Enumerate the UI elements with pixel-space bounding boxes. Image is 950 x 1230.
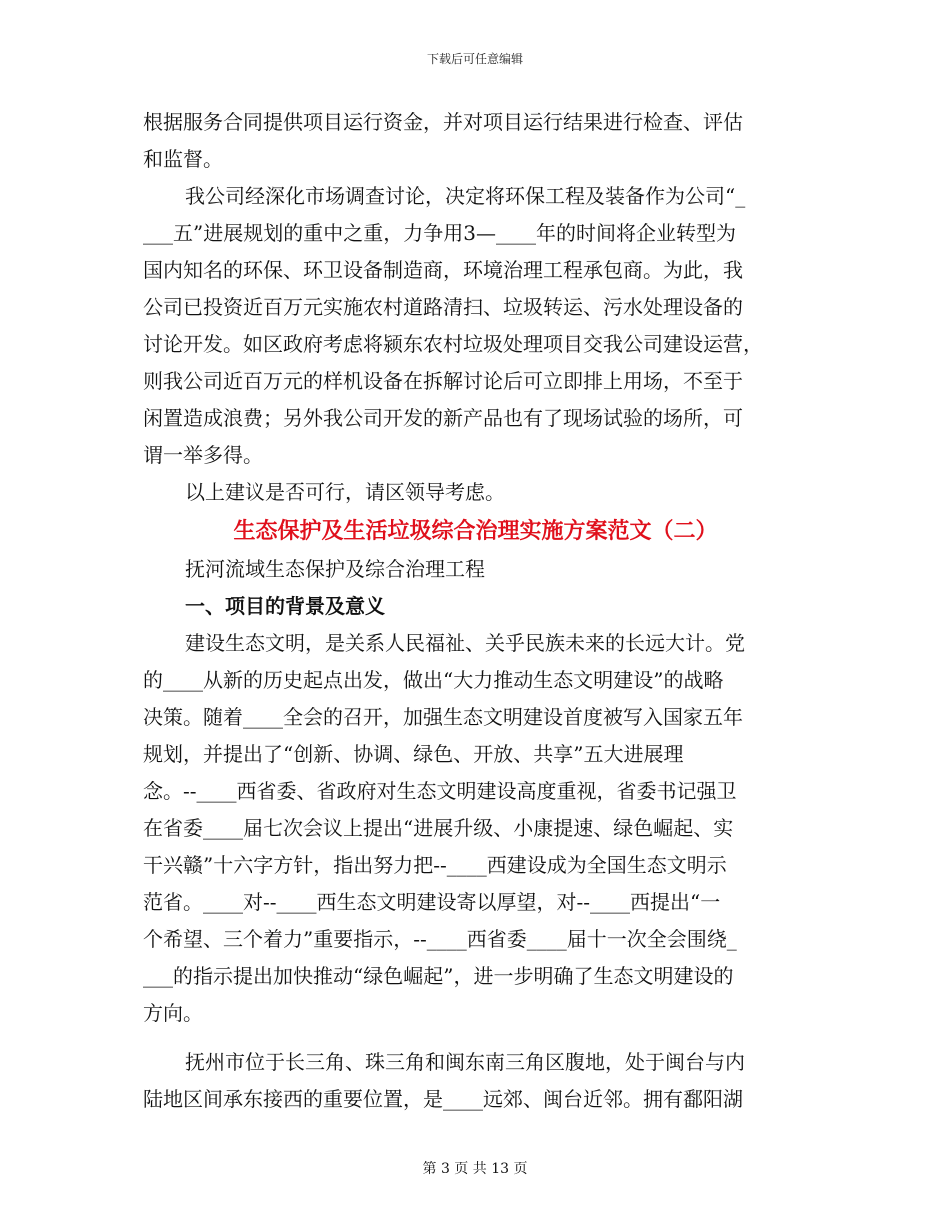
paragraph-spacer bbox=[143, 1032, 808, 1044]
text-line: 我公司经深化市场调查讨论，决定将环保工程及装备作为公司“_ bbox=[185, 184, 746, 208]
text-line: 以上建议是否可行，请区领导考虑。 bbox=[185, 480, 505, 504]
text-line: 抚州市位于长三角、珠三角和闽东南三角区腹地，处于闽台与内 bbox=[185, 1050, 745, 1074]
text-line: 建设生态文明，是关系人民福祉、关乎民族未来的长远大计。党 bbox=[185, 631, 745, 655]
text-line: 闲置造成浪费；另外我公司开发的新产品也有了现场试验的场所，可 bbox=[143, 406, 743, 430]
text-line: 个希望、三个着力”重要指示，--____西省委____届十一次全会围绕_ bbox=[143, 927, 737, 951]
text-line: 则我公司近百万元的样机设备在拆解讨论后可立即排上用场，不至于 bbox=[143, 369, 743, 393]
paragraph-1 bbox=[143, 104, 808, 178]
text-line: 范省。____对--____西生态文明建设寄以厚望，对--____西提出“一 bbox=[143, 890, 721, 914]
document-body bbox=[143, 104, 808, 1118]
text-line: 陆地区间承东接西的重要位置，是____远郊、闽台近邻。拥有鄱阳湖 bbox=[143, 1087, 743, 1111]
paragraph-2 bbox=[143, 178, 808, 474]
text-line: 讨论开发。如区政府考虑将颍东农村垃圾处理项目交我公司建设运营， bbox=[143, 332, 763, 356]
text-line: 谓一举多得。 bbox=[143, 443, 263, 467]
text-line: 的____从新的历史起点出发，做出“大力推动生态文明建设”的战略 bbox=[143, 668, 724, 692]
paragraph-5 bbox=[143, 1044, 808, 1118]
page-header: 下载后可任意编辑 bbox=[426, 52, 523, 66]
page-footer: 第 3 页 共 13 页 bbox=[422, 1161, 528, 1177]
section-heading: 一、项目的背景及意义 bbox=[185, 594, 385, 618]
text-line: 念。--____西省委、省政府对生态文明建设高度重视，省委书记强卫 bbox=[143, 779, 737, 803]
text-line: 国内知名的环保、环卫设备制造商，环境治理工程承包商。为此，我 bbox=[143, 258, 743, 282]
text-line: ___五”进展规划的重中之重，力争用3—____年的时间将企业转型为 bbox=[143, 221, 736, 245]
text-line: ___的指示提出加快推动“绿色崛起”，进一步明确了生态文明建设的 bbox=[143, 964, 734, 988]
text-line: 和监督。 bbox=[143, 147, 223, 171]
paragraph-3 bbox=[143, 474, 808, 511]
section-title: 生态保护及生活垃圾综合治理实施方案范文（二） bbox=[233, 518, 718, 544]
text-line: 决策。随着____全会的召开，加强生态文明建设首度被写入国家五年 bbox=[143, 705, 743, 729]
text-line: 公司已投资近百万元实施农村道路清扫、垃圾转运、污水处理设备的 bbox=[143, 295, 743, 319]
text-line: 干兴赣”十六字方针，指出努力把--____西建设成为全国生态文明示 bbox=[143, 853, 727, 877]
text-line: 方向。 bbox=[143, 1001, 203, 1025]
text-line: 规划，并提出了“创新、协调、绿色、开放、共享”五大进展理 bbox=[143, 742, 684, 766]
text-line: 根据服务合同提供项目运行资金，并对项目运行结果进行检查、评估 bbox=[143, 110, 743, 134]
project-name: 抚河流域生态保护及综合治理工程 bbox=[185, 557, 485, 581]
paragraph-4 bbox=[143, 625, 808, 1032]
text-line: 在省委____届七次会议上提出“进展升级、小康提速、绿色崛起、实 bbox=[143, 816, 734, 840]
